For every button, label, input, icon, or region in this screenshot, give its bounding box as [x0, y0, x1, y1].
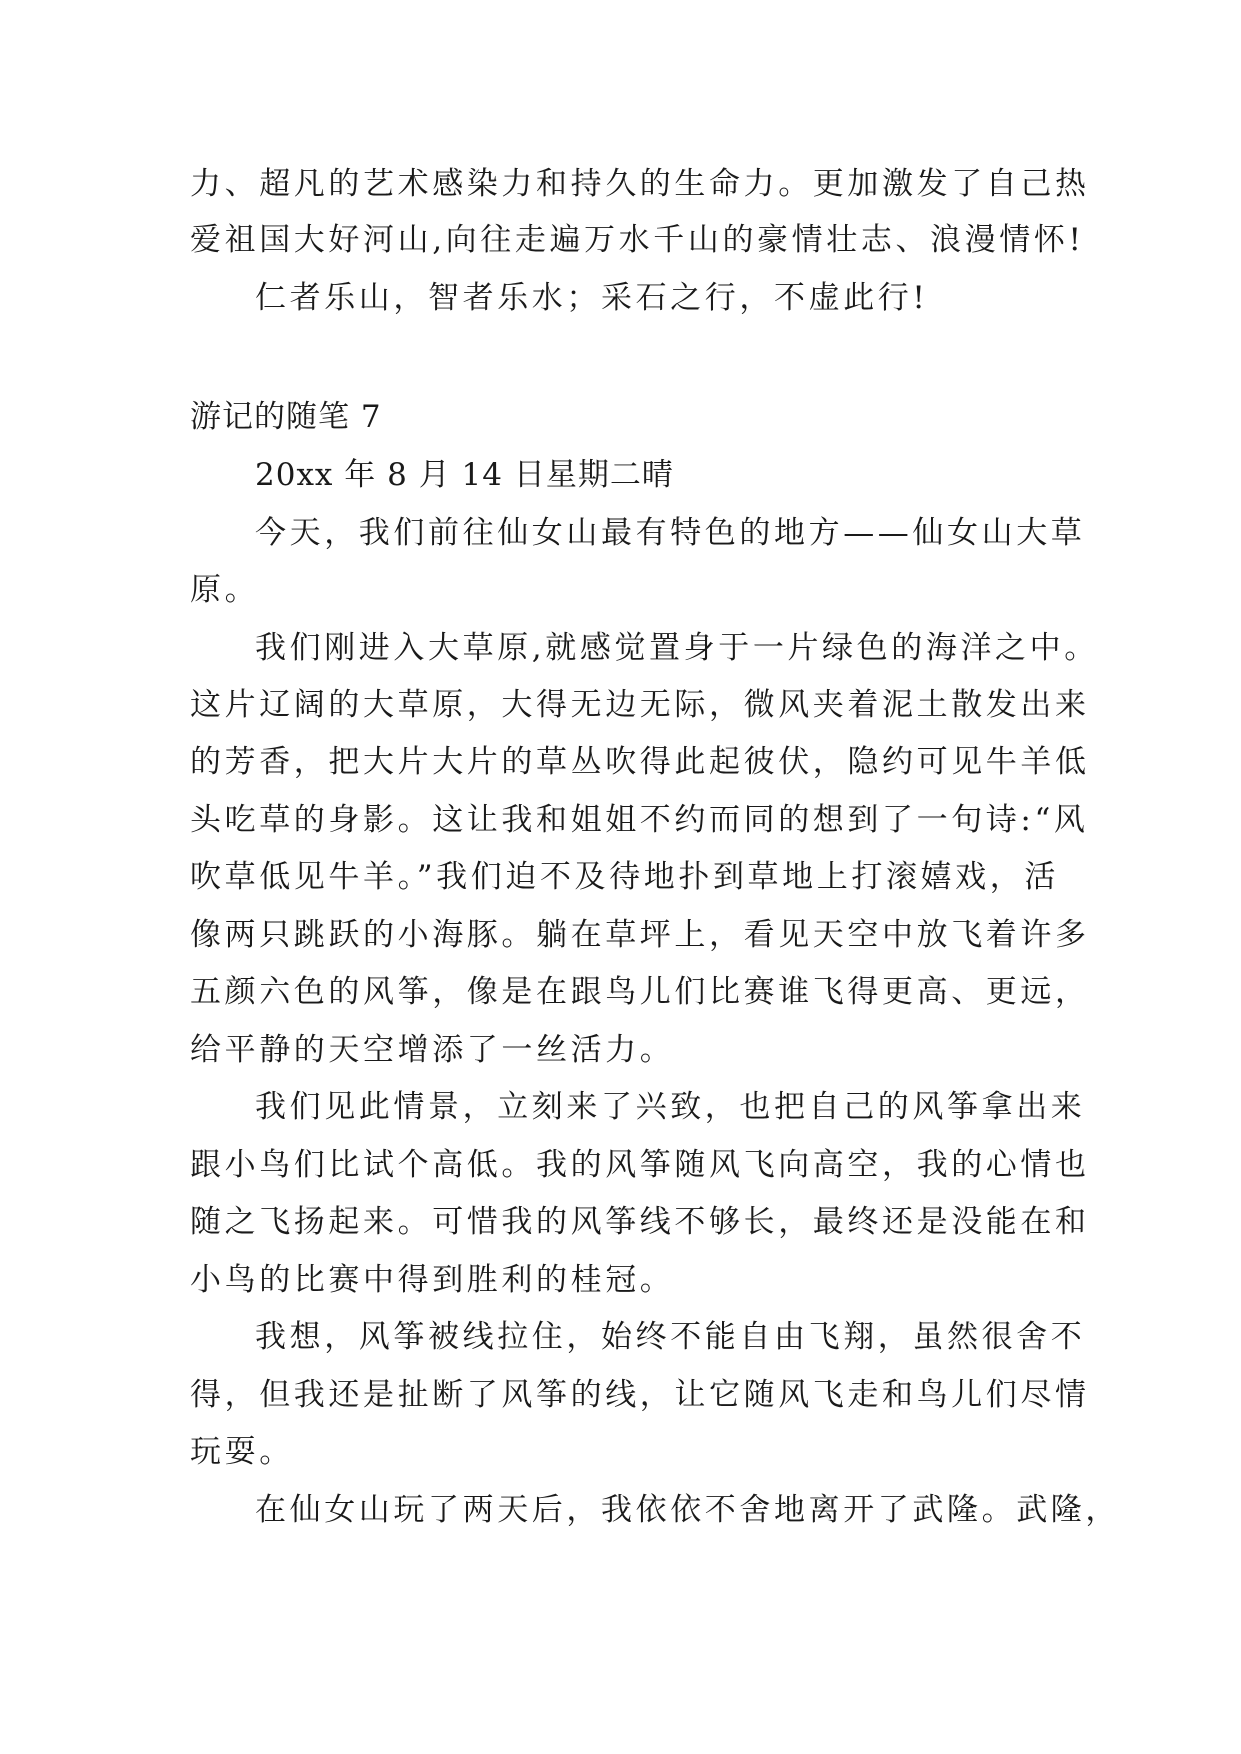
paragraph-line: 跟小鸟们比试个高低。我的风筝随风飞向高空，我的心情也	[190, 1147, 1090, 1183]
paragraph-line: 头吃草的身影。这让我和姐姐不约而同的想到了一句诗:“风	[190, 802, 1089, 838]
paragraph-line: 吹草低见牛羊。”我们迫不及待地扑到草地上打滚嬉戏，活	[190, 859, 1059, 895]
paragraph-line: 这片辽阔的大草原，大得无边无际，微风夹着泥土散发出来	[190, 687, 1090, 723]
paragraph-line: 随之飞扬起来。可惜我的风筝线不够长，最终还是没能在和	[190, 1204, 1090, 1240]
paragraph-line: 爱祖国大好河山,向往走遍万水千山的豪情壮志、浪漫情怀!	[190, 222, 1085, 258]
paragraph-line: 小鸟的比赛中得到胜利的桂冠。	[190, 1262, 675, 1298]
date-line: 20xx 年 8 月 14 日星期二晴	[255, 457, 674, 493]
paragraph-line: 玩耍。	[190, 1434, 294, 1470]
paragraph-line: 我们见此情景，立刻来了兴致，也把自己的风筝拿出来	[255, 1089, 1086, 1125]
paragraph-line: 今天，我们前往仙女山最有特色的地方——仙女山大草	[255, 515, 1086, 551]
paragraph-line: 力、超凡的艺术感染力和持久的生命力。更加激发了自己热	[190, 166, 1090, 202]
paragraph-line: 原。	[190, 572, 260, 608]
paragraph-line: 我们刚进入大草原,就感觉置身于一片绿色的海洋之中。	[255, 630, 1099, 666]
paragraph-line: 我想，风筝被线拉住，始终不能自由飞翔，虽然很舍不	[255, 1319, 1086, 1355]
paragraph-line: 的芳香，把大片大片的草丛吹得此起彼伏，隐约可见牛羊低	[190, 744, 1090, 780]
paragraph-line: 在仙女山玩了两天后，我依依不舍地离开了武隆。武隆，	[255, 1492, 1120, 1528]
paragraph-line: 给平静的天空增添了一丝活力。	[190, 1032, 675, 1068]
paragraph-line: 仁者乐山，智者乐水；采石之行，不虚此行!	[255, 280, 929, 316]
section-heading: 游记的随笔 7	[190, 399, 382, 435]
paragraph-line: 五颜六色的风筝，像是在跟鸟儿们比赛谁飞得更高、更远，	[190, 974, 1090, 1010]
paragraph-line: 得，但我还是扯断了风筝的线，让它随风飞走和鸟儿们尽情	[190, 1377, 1090, 1413]
paragraph-line: 像两只跳跃的小海豚。躺在草坪上，看见天空中放飞着许多	[190, 917, 1090, 953]
